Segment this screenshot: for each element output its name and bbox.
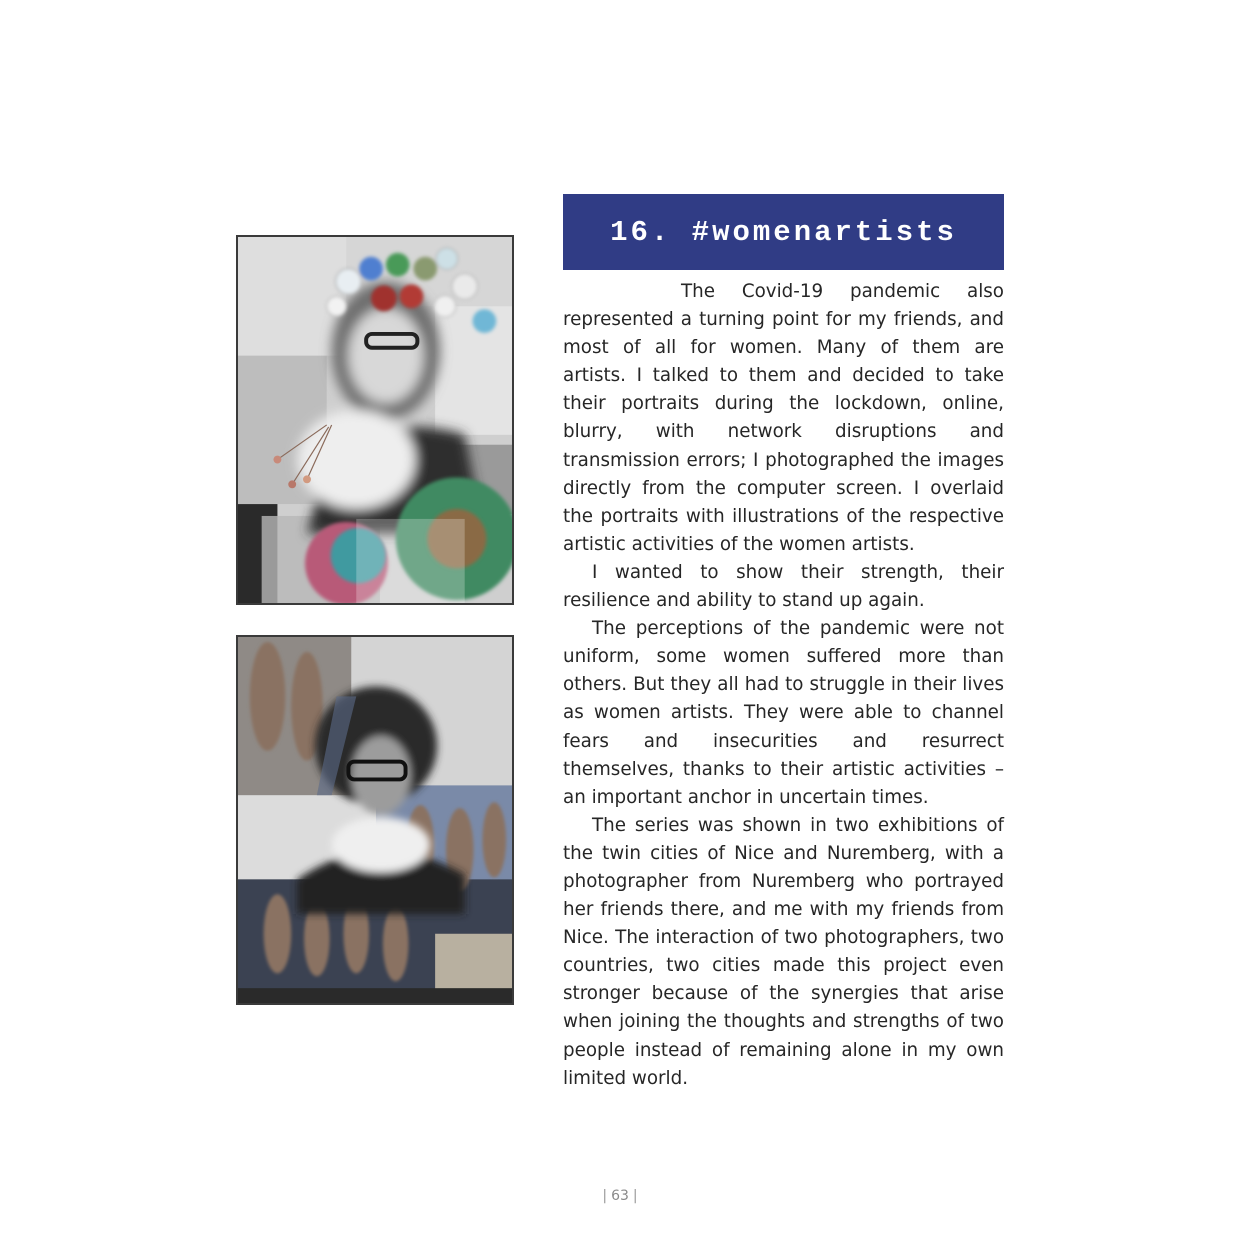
- collage-image-2: [238, 637, 512, 1003]
- section-title: 16. #womenartists: [610, 215, 957, 249]
- paragraph-3: The perceptions of the pandemic were not uniform, some women suffered more than others. But they all had to struggle in their lives as women artists. They were able to channel fears and insecurities and resurrect themselves, thanks to their artistic activities – an important anchor in uncertain times.: [563, 618, 1004, 808]
- paragraph-4: The series was shown in two exhibitions of the twin cities of Nice and Nuremberg, with a photographer from Nuremberg who portrayed her friends there, and me with my friends from Nice. The interaction of two photographers, two countries, two cities made this project even stronger because of the synergies that arise when joining the thoughts and strengths of two people instead of remaining alone in my own limited world.: [563, 814, 1004, 1089]
- page-number-separator-right: |: [632, 1188, 638, 1204]
- page-number-separator-left: |: [602, 1188, 608, 1204]
- page-number-footer: [0, 1188, 1240, 1204]
- page-number: 63: [611, 1188, 629, 1204]
- paragraph-1: The Covid-19 pandemic also represented a turning point for my friends, and most of all for women. Many of them are artists. I talked to them and decided to take their portraits during the lockdown, online, blurry, with network disruptions and transmission errors; I photographed the images directly from the computer screen. I overlaid the portraits with illustrations of the respective artistic activities of the women artists.: [563, 281, 1004, 555]
- body-text: [563, 278, 1004, 1093]
- collage-image-1: [238, 237, 512, 603]
- portrait-collage-photo-2: [236, 635, 514, 1005]
- portrait-collage-photo-1: [236, 235, 514, 605]
- paragraph-2: I wanted to show their strength, their resilience and ability to stand up again.: [563, 561, 1004, 612]
- section-title-bar: [563, 194, 1004, 270]
